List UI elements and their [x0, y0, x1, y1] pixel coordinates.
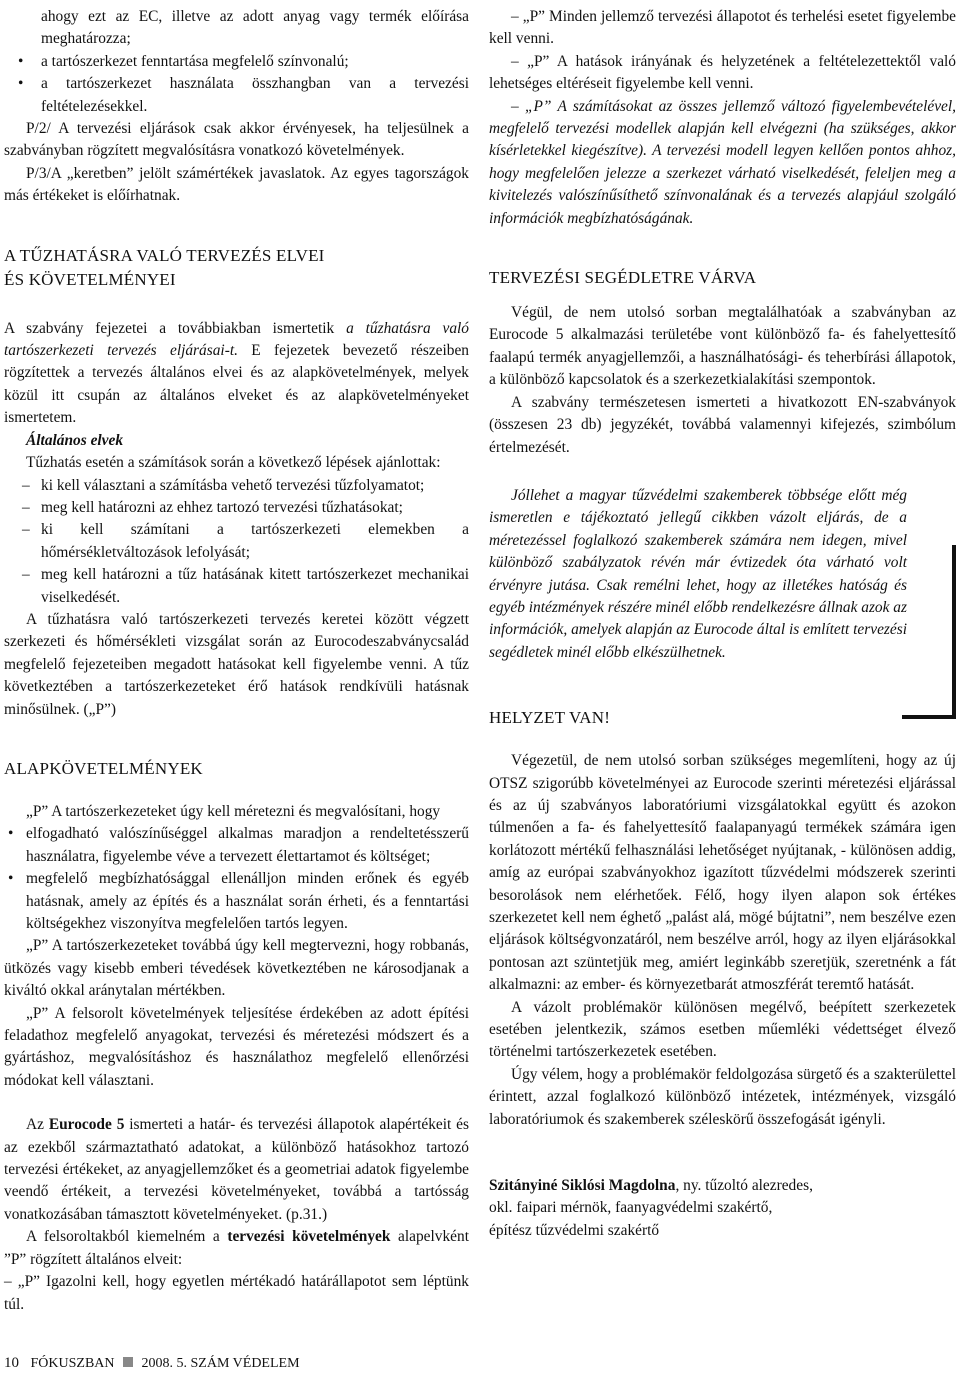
list-item: • a tartószerkezet fenntartása megfelelő színvonalú; — [18, 52, 349, 70]
left-column — [4, 6, 469, 1316]
intro-text: ahogy ezt az EC, illetve az adott anyag vagy termék előírása meghatározza; — [41, 8, 469, 48]
author-title: építész tűzvédelmi szakértő — [489, 1221, 660, 1239]
paragraph: Úgy vélem, hogy a problémakör feldolgozása sürgető és a szakterülettel érintett, azzal foglalkozó különböző intézetek, intézmények, vizsgáló laboratóriumok és szakemberek széleskörű összefogását igényli. — [489, 1065, 956, 1128]
paragraph: „P” A tartószerkezeteket úgy kell méretezni és megvalósítani, hogy — [26, 802, 441, 820]
list-item: – „P” A számításokat az összes jellemző változó figyelembevételével, megfelelő tervezési modellek alapján kell elvégezni (ha szükséges, akkor kísérletekkel kiegészítve). A tervezési modell legyen kellően pontos ahhoz, hogy megfelelően jelezze a szerkezet várható viselkedését, feleljen meg a kivitelezés valószínűsíthető színvonalának és a tervezés alapjául szolgáló információk megbízhatóságának. — [489, 97, 956, 227]
page-footer — [4, 1354, 300, 1373]
right-column — [489, 6, 956, 1242]
paragraph: A szabvány természetesen ismerteti a hivatkozott EN-szabványok (összesen 23 db) jegyzékét, továbbá valamennyi kifejezés, szimbólum értelmezését. — [489, 393, 956, 456]
square-icon — [123, 1357, 133, 1367]
boxed-note: Jóllehet a magyar tűzvédelmi szakemberek többsége előtt még ismeretlen e tájékoztató jellegű cikkben vázolt eljárás, de a méretezéssel foglalkozó szakemberek számára nem idegen, mivel különböző szabályzatok révén már évtizedek óta várható volt érvényre jutása. Csak remélni lehet, hogy az illetékes hatóság és egyéb intézmények részére minél előbb rendelkezésre állnak azok az információk, amelyek alapján az Eurocode által is említett tervezési segédletek minél előbb elkészülhetnek. — [489, 486, 907, 661]
section-heading: TERVEZÉSI SEGÉDLETRE VÁRVA — [489, 268, 757, 288]
list-item: – „P” Minden jellemző tervezési állapotot és terhelési esetet figyelembe kell venni. — [489, 8, 956, 48]
paragraph: A tűzhatásra való tartószerkezeti tervezés keretei között végzett szerkezeti és hőmérsékleti vizsgálat során az Eurocodeszabványcsalád megfelelő fejezeteiben megadott hatásokat kell figyelembe venni. A tűz következtében a tartószerkezeteket érő hatások rendkívüli hatásnak minősülnek. („P”) — [4, 610, 469, 718]
author-signature: Szitányiné Siklósi Magdolna, ny. tűzoltó alezredes, — [489, 1177, 813, 1195]
paragraph: A szabvány fejezetei a továbbiakban ismertetik a tűzhatásra való tartószerkezeti tervezés eljárásai-t. E fejezetek bevezető részeiben rögzítettek a tervezés általános elvei és az alapkövetelmények, melyek közül itt csupán az általános elveket és az alapkövetelményeket ismertetem. — [4, 319, 470, 427]
page-number: 10 — [4, 1355, 19, 1371]
paragraph: Végül, de nem utolsó sorban megtalálhatóak a szabványban az Eurocode 5 alkalmazási területébe vont különböző fa- és fahelyettesítő faalapú termék anyagjellemzői, a használhatósági- és teherbírási állapotok, a különböző kapcsolatok és a szerkezetkialakítási szempontok. — [489, 304, 956, 389]
list-item: • a tartószerkezet használata összhangban van a tervezési feltételezésekkel. — [18, 75, 469, 115]
magazine-name: FÓKUSZBAN — [30, 1356, 115, 1371]
author-title: okl. faipari mérnök, faanyagvédelmi szakértő, — [489, 1199, 773, 1217]
section-heading: HELYZET VAN! — [489, 708, 611, 728]
paragraph-eurocode5: Az Eurocode 5 ismerteti a határ- és tervezési állapotok alapértékeit és az ezekből származtatható adatokat, a különböző hatásokhoz tartozó tervezési értékeket, az anyagjellemzőket és a geometriai adatok figyelembe veendő értékeit, a tervezési követelményeket, továbbá a tartósság vonatkozásában támasztott követelményeket. (p.31.) — [4, 1116, 469, 1223]
box-border-right — [952, 545, 956, 719]
section-heading: ALAPKÖVETELMÉNYEK — [4, 758, 203, 778]
list-item: • elfogadható valószínűséggel alkalmas maradjon a rendeltetésszerű használatra, figyelembe véve a tervezett élettartamot és költséget; — [8, 825, 469, 865]
list-item: – meg kell határozni az ehhez tartozó tervezési tűzhatásokat; — [22, 498, 403, 516]
list-item: – „P” A hatások irányának és helyzetének a feltételezettektől való lehetséges eltéréseit figyelembe kell venni. — [489, 52, 956, 93]
paragraph: Tűzhatás esetén a számítások során a következő lépések ajánlottak: — [26, 454, 441, 472]
issue-label: 2008. 5. SZÁM VÉDELEM — [141, 1356, 300, 1371]
paragraph-p3: P/3/A „keretben” jelölt számértékek javaslatok. Az egyes tagországok más értékeket is előírhatnak. — [4, 164, 469, 205]
paragraph-p2: P/2/ A tervezési eljárások csak akkor érvényesek, ha teljesülnek a szabványban rögzített megvalósításra vonatkozó követelmények. — [4, 120, 469, 160]
box-border-bottom — [902, 715, 954, 719]
paragraph: A vázolt problémakör különösen megélvő, beépített szerkezetek esetében jelentkezik, számos esetben műemléki védettséget élvező történelmi tartószerkezetek esetében. — [489, 998, 956, 1061]
list-item: – ki kell választani a számításba vehető tervezési tűzfolyamatot; — [22, 476, 425, 494]
paragraph: A felsoroltakból kiemelném a tervezési követelmények alapelvként ”P” rögzített általános elveit: — [4, 1228, 469, 1268]
paragraph: Végezetül, de nem utolsó sorban szükséges megemlíteni, hogy az új OTSZ szigorúbb követelményei az Eurocode szerinti méretezési eljárással és az új szabványos laboratóriumi vizsgálatokkal együtt és azokon túlmenően a fa- és fahelyettesítő faalapanyagú termékek számára igen korlátozott mértékű felhasználási lehetőséget nyújtanak, - különösen addig, amíg az európai szabványokhoz igazított tűzvédelmi módszerek szerinti besorolások nem elérhetőek. Félő, hogy ilyen alapon sok értékes szerkezetet kell nem éghető „palást alá, mögé bújtatni”, nem beszélve ezen eljárások költségvonzatáról, nem beszélve arról, hogy az ilyen eljárásokkal pontosan azt szüntetjük meg, amiért leginkább szeretjük, szeretnénk a fát alkalmazni: az ember- és környezetbarát atmoszférát teremtő hatását. — [489, 752, 956, 994]
list-item: • megfelelő megbízhatósággal ellenálljon minden erőnek és egyéb hatásnak, amely az építés és a használat során érheti, és a fenntartási költségekhez viszonyítva megfelelően tartós legyen. — [8, 870, 469, 932]
list-item: – meg kell határozni a tűz hatásának kitett tartószerkezet mechanikai viselkedését. — [22, 566, 469, 606]
subheading-general: Általános elvek — [26, 431, 124, 449]
section-heading: A TŰZHATÁSRA VALÓ TERVEZÉS ELVEI ÉS KÖVETELMÉNYEI — [4, 245, 325, 289]
paragraph: „P” A felsorolt követelmények teljesítése érdekében az adott építési feladathoz megfelelő anyagokat, tervezési és méretezési módszert és a gyártáshoz, megvalósításhoz és használathoz megfelelő ellenőrzési módokat kell választani. — [4, 1004, 469, 1089]
list-item: – ki kell számítani a tartószerkezeti elemekben a hőmérsékletváltozások lefolyását; — [22, 521, 469, 561]
list-item: – „P” Igazolni kell, hogy egyetlen mértékadó határállapotot sem léptünk túl. — [4, 1273, 469, 1313]
paragraph: „P” A tartószerkezeteket továbbá úgy kell megtervezni, hogy robbanás, ütközés vagy kisebb emberi tévedések következtében ne károsodjanak a kiváltó okkal aránytalan mértékben. — [4, 937, 469, 1000]
